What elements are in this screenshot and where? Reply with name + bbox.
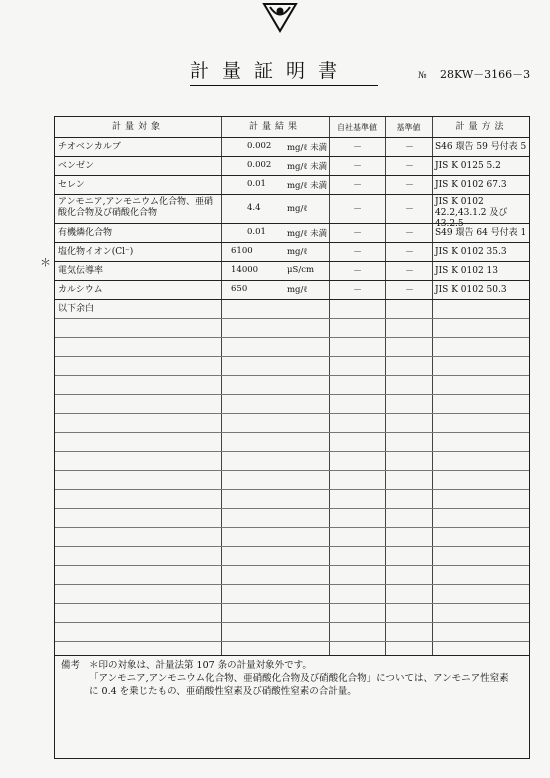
col-divider (329, 117, 330, 655)
row-5-standard: － (405, 229, 415, 239)
row-1-method: S46 環告 59 号付表 5 (435, 141, 527, 152)
end-note: 以下余白 (58, 303, 95, 314)
row-2-target: ベンゼン (58, 160, 95, 171)
row-4-unit: mg/ℓ (287, 204, 308, 214)
remarks-line-3: に 0.4 を乗じたもの、亜硝酸性窒素及び硝酸性窒素の合計量。 (89, 686, 357, 697)
remarks-line-2: 「アンモニア,アンモニウム化合物、亜硝酸化合物及び硝酸化合物」については、アンモニア性窒素 (89, 673, 509, 684)
row-2-standard: － (405, 162, 415, 172)
row-4-method: JIS K 0102 42.2,43.1.2 及び 43.2.5 (435, 197, 508, 229)
row-7-unit: μS/cm (287, 265, 315, 275)
row-3-inhouse: － (353, 181, 363, 191)
remarks-section (61, 659, 527, 698)
row-3-target: セレン (58, 179, 85, 190)
row-5-value: 0.01 (247, 227, 266, 237)
row-7-value: 14000 (231, 265, 259, 275)
header-method: 計量方法 (455, 121, 508, 132)
measurement-table (54, 116, 530, 759)
row-2-value: 0.002 (247, 160, 272, 170)
row-1-target: チオベンカルブ (58, 141, 121, 152)
row-1-value: 0.002 (247, 141, 272, 151)
header-target: 計量対象 (111, 121, 164, 132)
row-1-inhouse: － (353, 143, 363, 153)
row-3-method: JIS K 0102 67.3 (435, 179, 507, 190)
row-4-target: アンモニア,アンモニウム化合物、亜硝酸化合物及び硝酸化合物 (58, 197, 214, 218)
row-4-inhouse: － (353, 205, 363, 215)
certification-mark-icon (262, 2, 298, 32)
remarks-label: 備考 (61, 660, 81, 671)
header-standard: 基準値 (396, 122, 421, 132)
row-8-target: カルシウム (58, 284, 103, 295)
row-8-method: JIS K 0102 50.3 (435, 284, 507, 295)
row-8-standard: － (405, 286, 415, 296)
remarks-line-1: ＊印の対象は、計量法第 107 条の計量対象外です。 (89, 660, 312, 671)
row-1-unit: mg/ℓ 未満 (287, 143, 328, 153)
row-8-value: 650 (231, 284, 248, 294)
row-5-method: S49 環告 64 号付表 1 (435, 227, 527, 238)
row-6-value: 6100 (231, 246, 253, 256)
row-7-inhouse: － (353, 267, 363, 277)
row-3-standard: － (405, 181, 415, 191)
number-label: № (418, 71, 427, 81)
row-7-standard: － (405, 267, 415, 277)
row-6-inhouse: － (353, 248, 363, 258)
row-4-standard: － (405, 205, 415, 215)
row-2-method: JIS K 0125 5.2 (435, 160, 501, 171)
row-7-target: 電気伝導率 (58, 265, 104, 276)
row-3-unit: mg/ℓ 未満 (287, 181, 328, 191)
row-5-inhouse: － (353, 229, 363, 239)
non-regulated-marker: ＊ (40, 256, 51, 269)
row-2-unit: mg/ℓ 未満 (287, 162, 328, 172)
row-4-value: 4.4 (247, 203, 261, 213)
row-7-method: JIS K 0102 13 (435, 265, 498, 276)
col-divider (432, 117, 433, 655)
row-8-unit: mg/ℓ (287, 285, 308, 295)
col-divider (221, 117, 222, 655)
row-6-target: 塩化物イオン(Cl⁻) (58, 246, 134, 257)
row-1-standard: － (405, 143, 415, 153)
row-5-unit: mg/ℓ 未満 (287, 229, 328, 239)
col-divider (385, 117, 386, 655)
document-number (418, 66, 530, 82)
header-inhouse-standard: 自社基準値 (337, 122, 377, 132)
row-2-inhouse: － (353, 162, 363, 172)
header-result: 計量結果 (248, 121, 301, 132)
number-value: 28KW－3166－3 (440, 68, 531, 81)
row-8-inhouse: － (353, 286, 363, 296)
row-6-unit: mg/ℓ (287, 247, 308, 257)
document-title: 計量証明書 (190, 60, 378, 86)
row-5-target: 有機燐化合物 (58, 227, 113, 238)
row-3-value: 0.01 (247, 179, 266, 189)
row-6-method: JIS K 0102 35.3 (435, 246, 507, 257)
row-6-standard: － (405, 248, 415, 258)
